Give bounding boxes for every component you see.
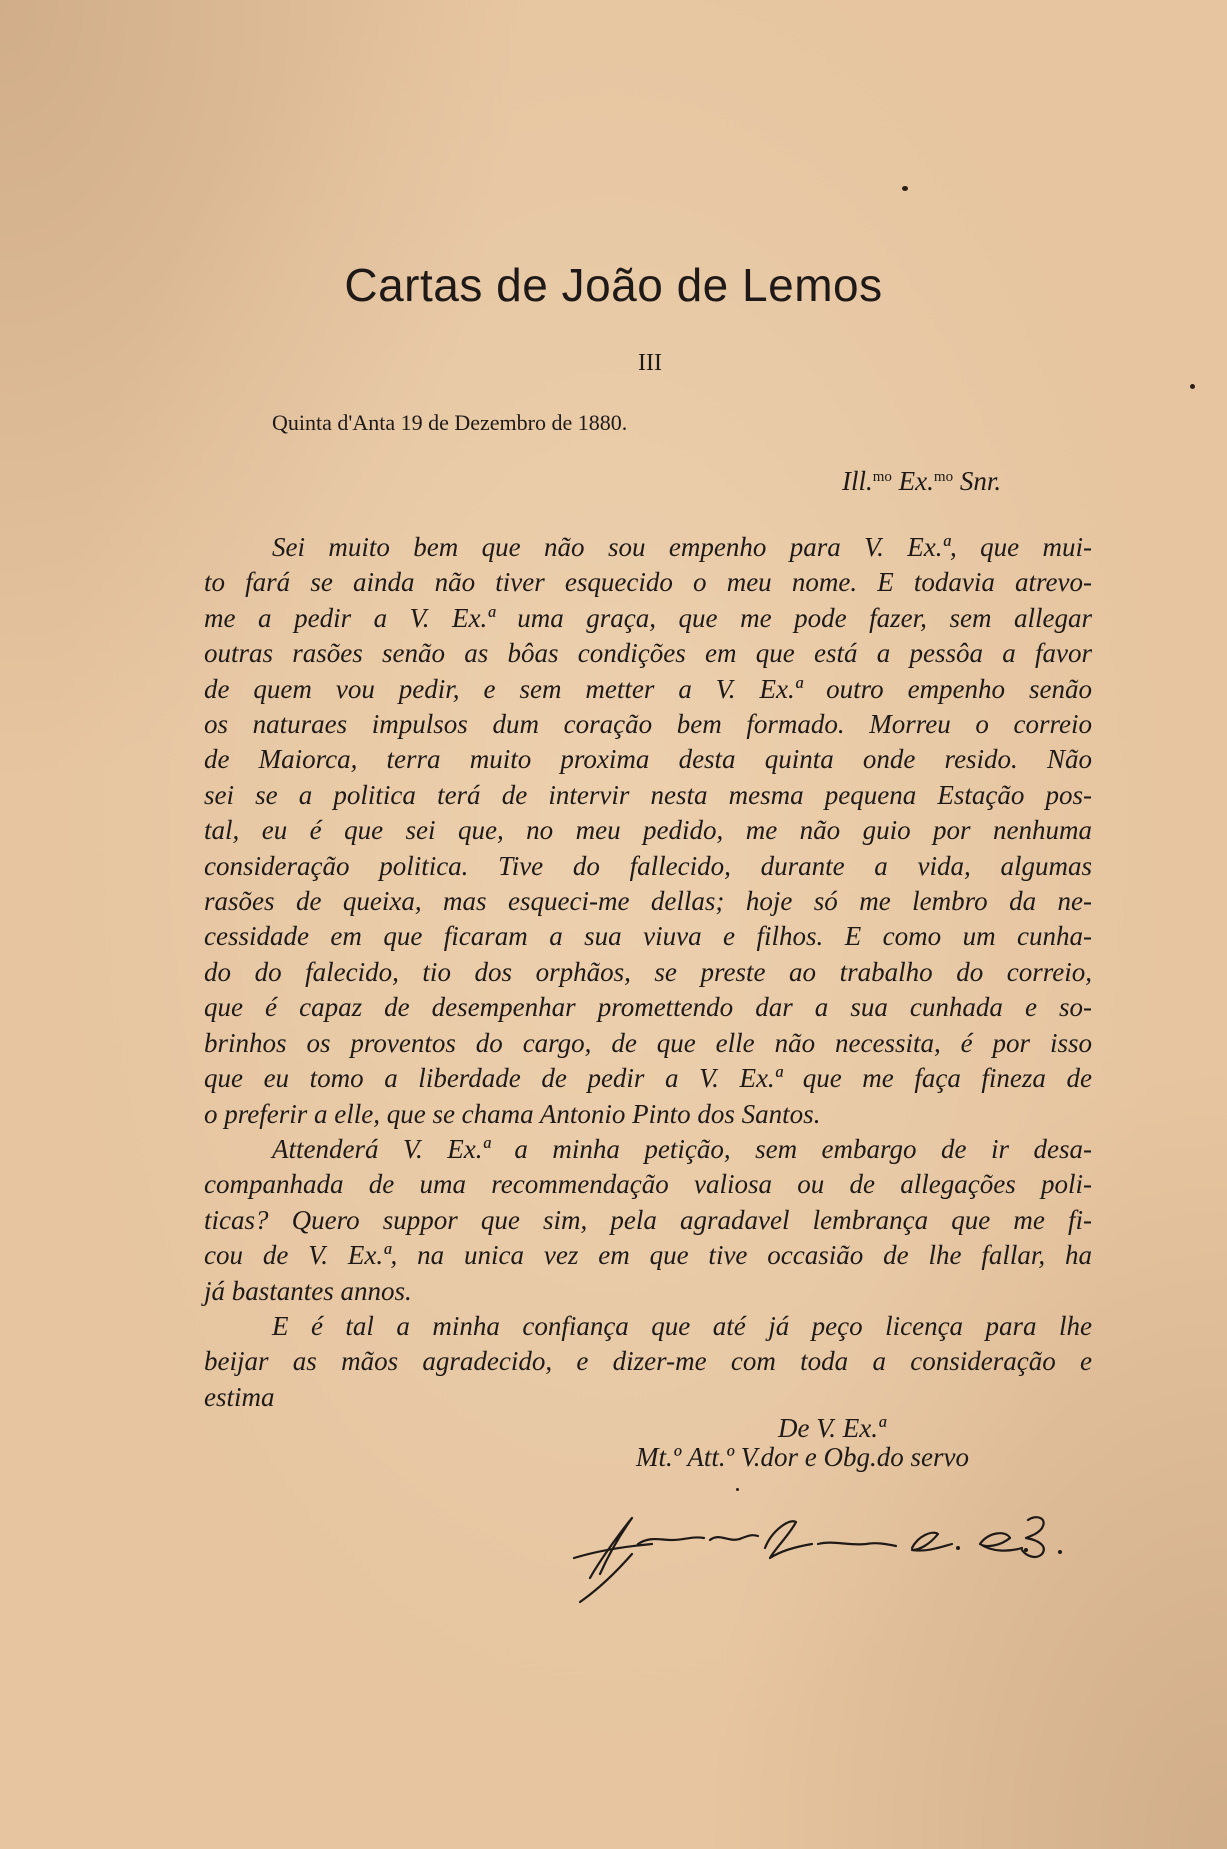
body-line: E é tal a minha confiança que até já peço licença para lhe (272, 1310, 1092, 1341)
letter-salutation (842, 466, 1001, 497)
section-number: III (638, 350, 662, 376)
body-line: companhada de uma recommendação valiosa ou de allegações poli- (204, 1169, 1092, 1200)
body-line: sei se a politica terá de intervir nesta mesma pequena Estação pos- (204, 779, 1092, 810)
closing-line-1: De V. Ex.ª (778, 1413, 886, 1443)
salutation-ex: Ex. (891, 466, 934, 496)
body-line: me a pedir a V. Ex.ª uma graça, que me pode fazer, sem allegar (204, 602, 1092, 633)
paper-speck (902, 186, 908, 191)
body-line: Sei muito bem que não sou empenho para V. Ex.ª, que mui- (272, 532, 1092, 562)
body-line: consideração politica. Tive do fallecido, durante a vida, algumas (204, 850, 1092, 881)
body-line: já bastantes annos. (204, 1275, 412, 1306)
body-line: que é capaz de desempenhar promettendo dar a sua cunhada e so- (204, 992, 1092, 1023)
body-line: de quem vou pedir, e sem metter a V. Ex.ª outro empenho senão (204, 673, 1092, 704)
body-line: que eu tomo a liberdade de pedir a V. Ex.ª que me faça fineza de (204, 1063, 1092, 1094)
body-line: Attenderá V. Ex.ª a minha petição, sem embargo de ir desa- (272, 1133, 1092, 1164)
body-line: to fará se ainda não tiver esquecido o meu nome. E todavia atrevo- (204, 567, 1092, 598)
letter-body (204, 530, 1092, 1415)
body-line: cou de V. Ex.ª, na unica vez em que tive occasião de lhe fallar, ha (204, 1240, 1092, 1271)
body-line: brinhos os proventos do cargo, de que elle não necessita, é por isso (204, 1027, 1092, 1058)
salutation-snr: Snr. (953, 466, 1002, 496)
body-line: outras rasões senão as bôas condições em que está a pessôa a favor (204, 638, 1092, 669)
handwritten-signature (560, 1500, 1080, 1610)
body-line: tal, eu é que sei que, no meu pedido, me não guio por nenhuma (204, 815, 1092, 846)
salutation-ill: Ill. (842, 466, 873, 496)
body-line: cessidade em que ficaram a sua viuva e filhos. E como um cunha- (204, 921, 1092, 952)
body-line: os naturaes impulsos dum coração bem formado. Morreu o correio (204, 709, 1092, 740)
body-line: de Maiorca, terra muito proxima desta quinta onde resido. Não (204, 744, 1092, 775)
letter-dateline: Quinta d'Anta 19 de Dezembro de 1880. (272, 410, 628, 435)
salutation-ill-sup: mo (872, 469, 892, 485)
page-title: Cartas de João de Lemos (344, 259, 883, 311)
paper-speck (1190, 384, 1195, 389)
body-line: beijar as mãos agradecido, e dizer-me com toda a consideração e (204, 1346, 1092, 1377)
body-line: o preferir a elle, que se chama Antonio Pinto dos Santos. (204, 1098, 821, 1129)
body-line: ticas? Quero suppor que sim, pela agradavel lembrança que me fi- (204, 1204, 1092, 1235)
paper-speck (736, 1488, 739, 1491)
closing-line-2: Mt.º Att.º V.dor e Obg.do servo (636, 1442, 969, 1472)
salutation-ex-sup: mo (933, 469, 954, 485)
body-line: do do falecido, tio dos orphãos, se preste ao trabalho do correio, (204, 956, 1092, 987)
body-line: rasões de queixa, mas esqueci-me dellas; hoje só me lembro da ne- (204, 886, 1092, 917)
body-line: estima (204, 1381, 275, 1412)
